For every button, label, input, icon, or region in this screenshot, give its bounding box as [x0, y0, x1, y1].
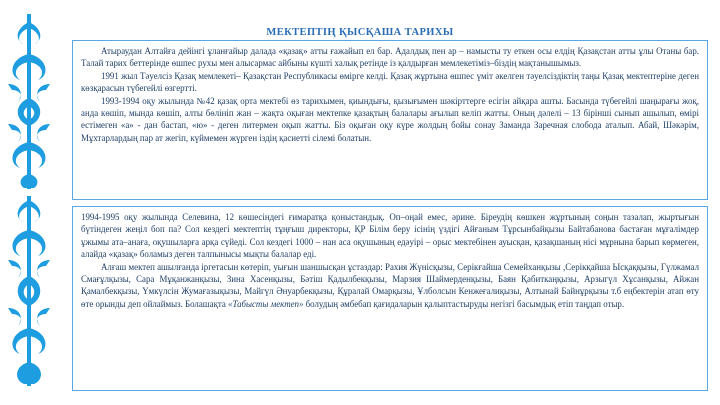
paragraph: Атыраудан Алтайға дейінгі ұланғайыр далада «қазақ» атты ғажайып ел бар. Адалдық пен ар – намысты ту еткен осы елдің Қазақстан атты ұлы Отаны бар. Талай тарих беттерінде өшпес рухы мен алысармас айбыны күшті халық ретінде із қалдырған мемлекетіміз–біздің мақтанышымыз. — [81, 46, 699, 69]
paragraph — [81, 261, 699, 311]
history-section-2 — [72, 206, 708, 391]
emphasis-text: «Табысты мектеп» — [228, 298, 304, 309]
history-section-1 — [72, 40, 708, 200]
paragraph-text: Алғаш мектеп ашылғанда іргетасын көтеріп, уығын шаншысқан ұстаздар: Рахия Жүнісқызы, Серікғайша Семейханқызы ,Серікқайша Ысқаққызы, Гүлжамал Смағұлқызы, Сара Мұқанжанқызы, Зина Хасенқызы, Бәтіш Қадылбекқызы, Марзия Шаймерденқызы, Баян Қабиткаңқызы, Арзыгүл Хұсанқызы, Айжан Қамалбекқызы, Үмкүлсін Жумағазықызы, Майгүл Әнуарбекқызы, Құралай Омарқызы, Ұлболсын Кенжеғалиқызы, Алтынай Байнұрқызы т.б еңбектерін атап өту өте орынды деп ойлаймыз. Болашақта — [81, 261, 699, 309]
page-title: МЕКТЕПТІҢ ҚЫСҚАША ТАРИХЫ — [266, 27, 454, 38]
kazakh-ornament-icon — [6, 196, 52, 386]
kazakh-ornament-icon — [6, 14, 52, 189]
paragraph: 1994-1995 оқу жылында Селевина, 12 көшесіндегі ғимаратқа қоныстандық. Оп–оңай емес, әрине. Біреудің көшкен жұртының соңын тазалап, жыртығын бүтіндеген жеңіл боп па? Сол кездегі мектептің тұңғыш директоры, ҚР Білім беру ісінің үздігі Айғаным Тұрсынбайқызы Байтабанова бастаған мұғалімдер ұжымы ата–анаға, оқушыларға арқа сүйеді. Сол кездегі 1000 – нан аса оқушының едәуірі – орыс мектебінен ауысқан, қазақшаның нісі мұрнына барып көрмеген, алайда «қазақ» боламыз деген талпынысы мықты балалар еді. — [81, 212, 699, 260]
paragraph: 1993-1994 оқу жылында №42 қазақ орта мектебі өз тарихымен, қиындығы, қызығымен шәкірттерге есігін айқара ашты. Басында түбегейлі шаңырағы жоқ, анда көшіп, мында көшіп, алты бөлініп жан – жақта оқыған мектепке қазақтың балалары ағылып келіп жатты. Оның дәлелі – 13 бірінші сынып ашылып, өмірі естімеген «а» - дан бастап, «ю» - деген литермен оқып жатты. Біз оқыған оқу күре жолдың бойы сонау Заманда Заречная слобода аталып. Абай, Шәкәрім, Мұхтарлардың пар ат жегіп, күймемен жүрген іздің қасиетті сілемі болатын. — [81, 95, 699, 143]
paragraph: 1991 жыл Тәуелсіз Қазақ мемлекеті– Қазақстан Республикасы өмірге келді. Қазақ жұртына өшпес үміт әкелген тәуелсіздіктің таңы Қазақ мектептеріне деген көзқарасын түбегейлі өзгертті. — [81, 70, 699, 94]
paragraph-text: болудың әмбебап қағидаларын қалыптастыруды негізгі басымдық етіп таңдап отыр. — [303, 298, 625, 309]
